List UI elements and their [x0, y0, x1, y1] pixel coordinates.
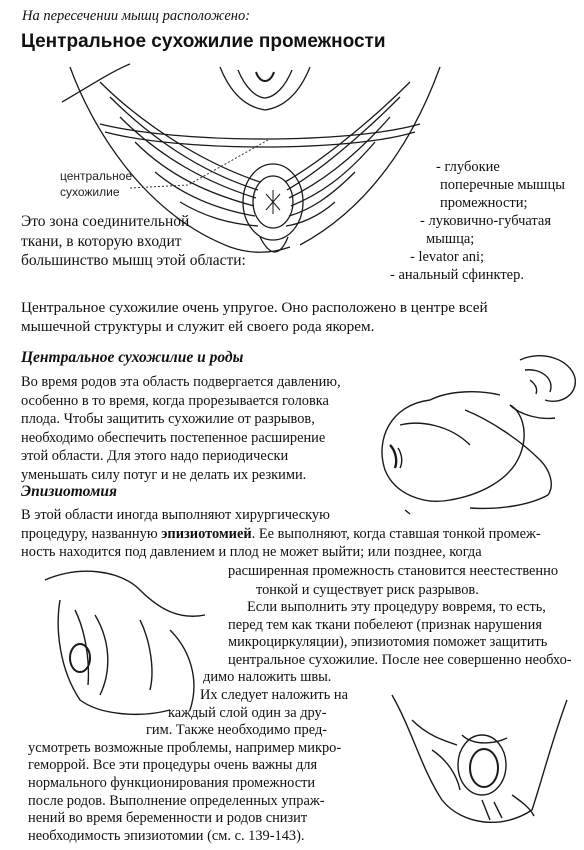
section-heading-birth: Центральное сухожилие и роды: [21, 349, 244, 366]
list-item: - луковично-губчатая: [420, 213, 552, 229]
section-birth-text: Во время родов эта область подвергается давлению, особенно в то время, когда прорезывается головка плода. Чтобы защитить сухожилие от разрывов, необходимо обеспечить постепенное расширение этой области. Для этого надо периодически уменьшать силу потуг и не делать их резкими.: [21, 374, 341, 483]
section-heading-episiotomy: Эпизиотомия: [21, 483, 117, 500]
list-item: - глубокие: [436, 159, 500, 175]
episiotomy-text-top: В этой области иногда выполняют хирургическую процедуру, названную эпизиотомией. Ее выполняют, когда ставшая тонкой промеж- ность находится под давлением и плод не может выйти; или позднее, когда: [21, 507, 541, 561]
page-title: Центральное сухожилие промежности: [21, 31, 386, 52]
episiotomy-left-illustration: [40, 560, 215, 720]
list-item: - levator ani;: [410, 249, 485, 265]
episiotomy-right-illustration: [372, 690, 582, 835]
muscle-list: [390, 158, 565, 284]
birthing-position-illustration: [370, 350, 580, 515]
list-item: промежности;: [440, 195, 528, 211]
episiotomy-last-line: необходимость эпизиотомии (см. с. 139-143).: [28, 827, 305, 844]
zone-description: Это зона соединительной ткани, в которую входит большинство мышц этой области:: [21, 213, 246, 269]
episiotomy-text-wrap: расширенная промежность становится неестественно тонкой и существует риск разрывов.: [228, 563, 559, 598]
list-item: поперечные мышцы: [440, 177, 565, 193]
tendon-label: центральное сухожилие: [60, 169, 133, 199]
list-item: мышца;: [426, 231, 475, 247]
intro-paragraph: Центральное сухожилие очень упругое. Оно расположено в центре всей мышечной структуры и служит ей своего рода якорем.: [21, 299, 488, 336]
top-caption: На пересечении мышц расположено:: [22, 8, 251, 24]
tendon-pointer-line: [128, 130, 278, 190]
list-item: - анальный сфинктер.: [390, 267, 524, 283]
